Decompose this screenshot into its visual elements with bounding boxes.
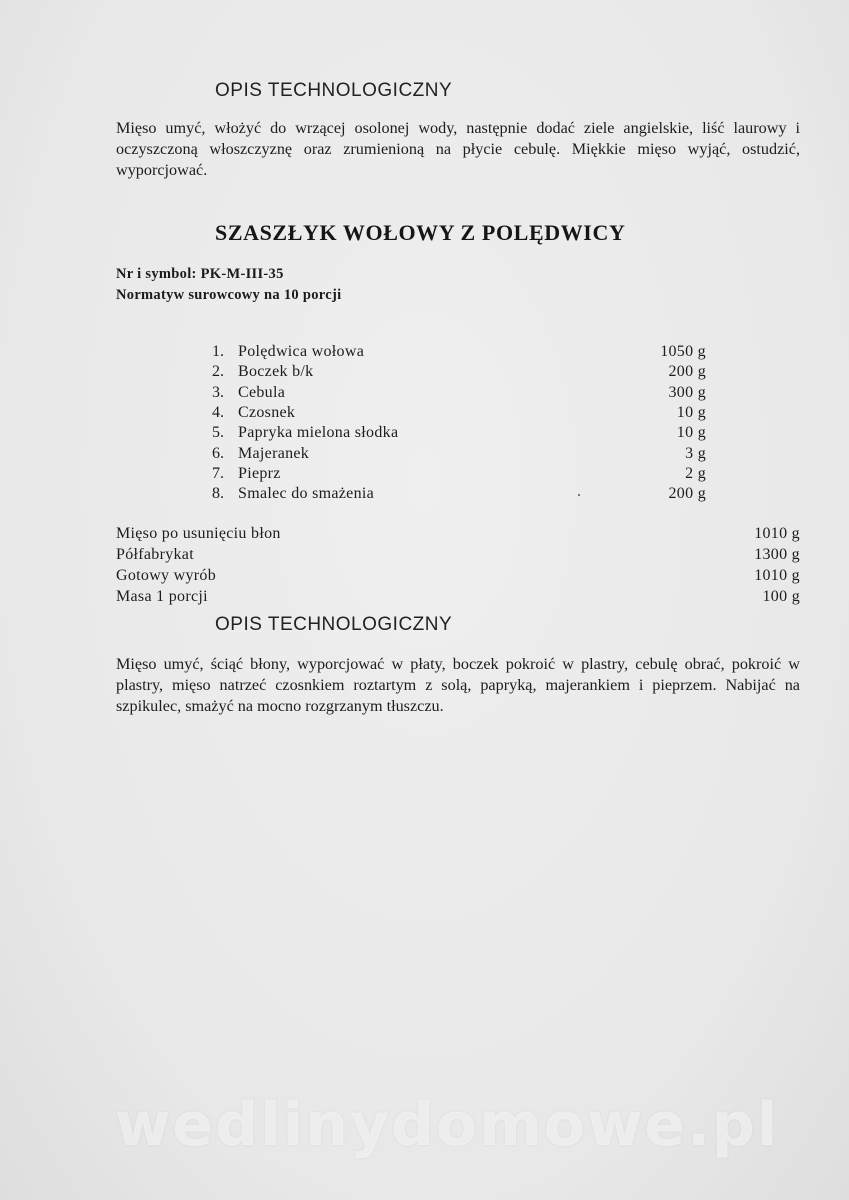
section1-text: Mięso umyć, włożyć do wrzącej osolonej wody, następnie dodać ziele angielskie, liść laurowy i oczyszczoną włoszczyznę oraz zrumienioną na płycie cebulę. Miękkie mięso wyjąć, ostudzić, wyporcjować. (116, 119, 800, 179)
yield-amount: 1010 g (754, 566, 800, 584)
yield-list (116, 523, 800, 607)
ingredient-amount: 2 g (685, 464, 706, 482)
ingredient-amount: 1050 g (660, 343, 706, 361)
ingredient-name: Czosnek (238, 404, 296, 422)
ingredient-list (212, 342, 706, 504)
ingredient-name: Majeranek (238, 444, 310, 462)
ingredient-row (212, 342, 706, 362)
ingredient-name: Boczek b/k (238, 363, 314, 381)
yield-row (116, 586, 800, 607)
ingredient-number: 6. (212, 444, 224, 462)
ingredient-row (212, 383, 706, 403)
ingredient-name: Polędwica wołowa (238, 343, 365, 361)
section2-heading: OPIS TECHNOLOGICZNY (215, 614, 453, 635)
yield-amount: 1300 g (754, 545, 800, 563)
yield-label: Gotowy wyrób (116, 566, 217, 584)
ingredient-row (212, 464, 706, 484)
section2-text: Mięso umyć, ściąć błony, wyporcjować w płaty, boczek pokroić w plastry, cebulę obrać, pokroić w plastry, mięso natrzeć czosnkiem roztartym z solą, papryką, majerankiem i pieprzem. Nabijać na szpikulec, smażyć na mocno rozgrzanym tłuszczu. (116, 655, 800, 715)
ingredient-amount: 10 g (676, 404, 706, 422)
ingredient-number: 2. (212, 363, 224, 381)
ingredient-number: 4. (212, 404, 224, 422)
ingredient-name: Cebula (238, 383, 286, 401)
ingredient-row (212, 423, 706, 443)
ingredient-name: Smalec do smażenia (238, 485, 375, 503)
recipe-title: SZASZŁYK WOŁOWY Z POLĘDWICY (215, 220, 626, 245)
ingredient-row (212, 403, 706, 423)
ingredient-amount: 200 g (668, 485, 706, 503)
yield-label: Mięso po usunięciu błon (116, 524, 281, 542)
yield-row (116, 544, 800, 565)
ingredient-name: Pieprz (238, 464, 281, 482)
recipe-symbol: Nr i symbol: PK-M-III-35 (116, 266, 284, 282)
ingredient-number: 5. (212, 424, 224, 442)
ingredient-number: 1. (212, 343, 224, 361)
section1-heading: OPIS TECHNOLOGICZNY (215, 80, 453, 101)
yield-amount: 1010 g (754, 524, 800, 542)
ingredient-row (212, 443, 706, 463)
ingredient-number: 8. (212, 485, 224, 503)
ingredient-amount: 200 g (668, 363, 706, 381)
yield-row (116, 523, 800, 544)
yield-amount: 100 g (762, 587, 800, 605)
watermark: wedlinydomowe.pl (115, 1090, 780, 1160)
ingredient-amount: 300 g (668, 383, 706, 401)
yield-label: Masa 1 porcji (116, 587, 208, 605)
ingredient-row (212, 362, 706, 382)
ingredient-row (212, 484, 706, 504)
ingredient-amount: 3 g (685, 444, 706, 462)
ingredient-name: Papryka mielona słodka (238, 424, 399, 442)
yield-row (116, 565, 800, 586)
yield-label: Półfabrykat (116, 545, 194, 563)
ingredient-number: 7. (212, 464, 224, 482)
ingredient-amount: 10 g (676, 424, 706, 442)
recipe-norm: Normatyw surowcowy na 10 porcji (116, 287, 342, 303)
stray-mark (578, 494, 580, 496)
ingredient-number: 3. (212, 383, 224, 401)
